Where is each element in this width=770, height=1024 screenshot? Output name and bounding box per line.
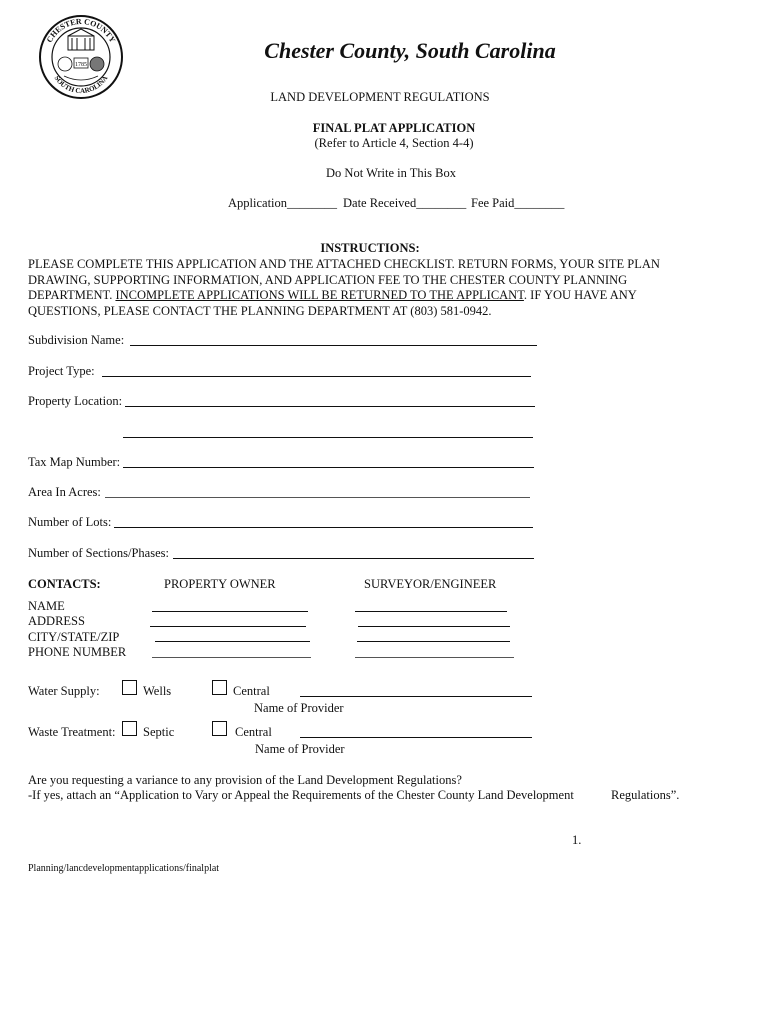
surveyor-city-state-zip-field[interactable]	[357, 641, 510, 642]
number-of-sections-label: Number of Sections/Phases:	[28, 546, 169, 560]
office-application-field[interactable]: Application________	[228, 196, 338, 210]
form-title: FINAL PLAT APPLICATION	[312, 121, 476, 135]
office-use-note: Do Not Write in This Box	[326, 166, 456, 180]
svg-text:1785: 1785	[75, 62, 87, 68]
property-location-field[interactable]	[125, 406, 535, 407]
property-owner-column-header: PROPERTY OWNER	[164, 577, 276, 591]
instructions-line-1: PLEASE COMPLETE THIS APPLICATION AND THE ATTACHED CHECKLIST. RETURN FORMS, YOUR SITE PLAN	[28, 257, 660, 271]
instructions-line-3-end: . IF YOU HAVE ANY	[523, 288, 637, 302]
contacts-heading: CONTACTS:	[28, 577, 101, 591]
owner-name-field[interactable]	[152, 611, 308, 612]
surveyor-name-field[interactable]	[355, 611, 507, 612]
waste-provider-field[interactable]	[300, 737, 532, 738]
waste-provider-label: Name of Provider	[255, 742, 345, 756]
office-fee-paid-field[interactable]: Fee Paid________	[471, 196, 565, 210]
waste-treatment-label: Waste Treatment:	[28, 725, 116, 739]
instructions-line-3	[28, 288, 728, 304]
area-in-acres-label: Area In Acres:	[28, 485, 101, 499]
contact-phone-label: PHONE NUMBER	[28, 645, 127, 659]
regulations-subtitle: LAND DEVELOPMENT REGULATIONS	[270, 90, 490, 104]
owner-city-state-zip-field[interactable]	[155, 641, 310, 642]
surveyor-address-field[interactable]	[358, 626, 510, 627]
property-location-field-line-2[interactable]	[123, 437, 533, 438]
tax-map-number-label: Tax Map Number:	[28, 455, 121, 469]
svg-text:SOUTH CAROLINA: SOUTH CAROLINA	[52, 74, 110, 96]
surveyor-phone-field[interactable]	[355, 657, 514, 658]
incomplete-warning: INCOMPLETE APPLICATIONS WILL BE RETURNED TO THE APPLICANT	[115, 288, 524, 302]
surveyor-engineer-column-header: SURVEYOR/ENGINEER	[364, 577, 497, 591]
variance-note: -If yes, attach an “Application to Vary or Appeal the Requirements of the Chester County Land Development	[28, 788, 574, 802]
instructions-heading: INSTRUCTIONS:	[320, 241, 420, 255]
water-central-checkbox[interactable]	[212, 680, 227, 695]
reference-note: (Refer to Article 4, Section 4-4)	[314, 136, 474, 150]
project-type-label: Project Type:	[28, 364, 95, 378]
contact-name-label: NAME	[28, 599, 65, 613]
instructions-text	[28, 257, 728, 319]
owner-phone-field[interactable]	[152, 657, 311, 658]
subdivision-name-label: Subdivision Name:	[28, 333, 125, 347]
project-type-field[interactable]	[102, 376, 531, 377]
instructions-line-4: QUESTIONS, PLEASE CONTACT THE PLANNING DEPARTMENT AT (803) 581-0942.	[28, 303, 492, 318]
number-of-lots-field[interactable]	[114, 527, 533, 528]
owner-address-field[interactable]	[150, 626, 306, 627]
contact-city-state-zip-label: CITY/STATE/ZIP	[28, 630, 120, 644]
area-in-acres-field[interactable]	[105, 497, 530, 498]
county-title: Chester County, South Carolina	[264, 38, 556, 63]
water-provider-field[interactable]	[300, 696, 532, 697]
variance-note-end: Regulations”.	[611, 788, 680, 802]
waste-central-checkbox[interactable]	[212, 721, 227, 736]
subdivision-name-field[interactable]	[130, 345, 537, 346]
svg-text:CHESTER COUNTY: CHESTER COUNTY	[44, 16, 118, 45]
waste-central-label: Central	[235, 725, 272, 739]
water-central-label: Central	[233, 684, 270, 698]
tax-map-number-field[interactable]	[123, 467, 534, 468]
water-wells-label: Wells	[143, 684, 172, 698]
water-supply-label: Water Supply:	[28, 684, 100, 698]
number-of-sections-field[interactable]	[173, 558, 534, 559]
variance-question: Are you requesting a variance to any provision of the Land Development Regulations?	[28, 773, 462, 787]
water-provider-label: Name of Provider	[254, 701, 344, 715]
waste-septic-label: Septic	[143, 725, 175, 739]
contact-address-label: ADDRESS	[28, 614, 85, 628]
instructions-line-3-start: DEPARTMENT.	[28, 288, 116, 302]
instructions-line-2: DRAWING, SUPPORTING INFORMATION, AND APPLICATION FEE TO THE CHESTER COUNTY PLANNING	[28, 272, 628, 287]
waste-septic-checkbox[interactable]	[122, 721, 137, 736]
number-of-lots-label: Number of Lots:	[28, 515, 112, 529]
office-date-received-field[interactable]: Date Received________	[343, 196, 467, 210]
file-path-footer: Planning/lancdevelopmentapplications/finalplat	[28, 863, 220, 874]
property-location-label: Property Location:	[28, 394, 123, 408]
page-number: 1.	[572, 833, 582, 847]
water-wells-checkbox[interactable]	[122, 680, 137, 695]
